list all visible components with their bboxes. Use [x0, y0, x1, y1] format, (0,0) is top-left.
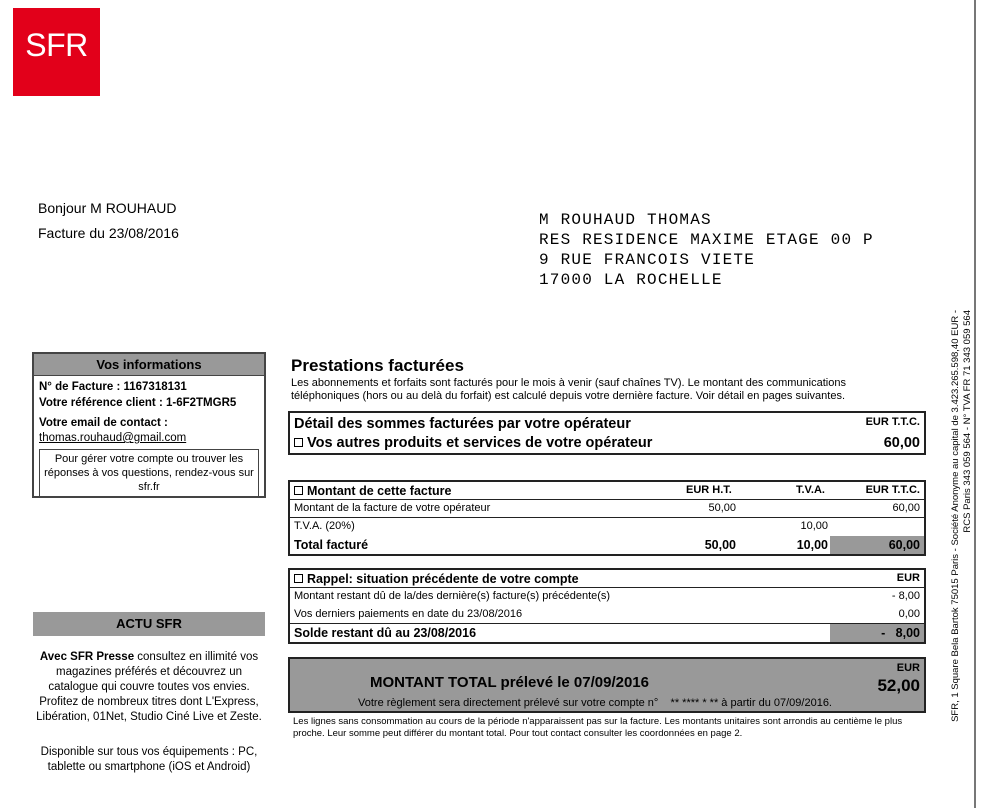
row-value: - 8,00: [891, 590, 920, 602]
client-ref-label: Votre référence client :: [39, 397, 166, 409]
account-help-note: Pour gérer votre compte ou trouver les réponses à vos questions, rendez-vous sur sfr.fr: [39, 449, 259, 497]
rappel-currency: EUR: [896, 572, 920, 584]
address-line: 9 RUE FRANCOIS VIETE: [539, 251, 756, 269]
row-value: 0,00: [898, 608, 920, 620]
rappel-table: [288, 568, 926, 644]
actu-title: ACTU SFR: [33, 612, 265, 636]
montant-title: [294, 484, 451, 498]
montant-title-text: Montant de cette facture: [307, 484, 452, 498]
total-debit-note: Votre règlement sera directement prélevé sur votre compte n° ** **** * ** à partir du 07/09/2016.: [358, 697, 832, 709]
total-currency: EUR: [896, 662, 920, 674]
logo-text: SFR: [25, 26, 88, 63]
table-header-row: [290, 570, 924, 588]
rappel-title-text: Rappel: situation précédente de votre compte: [307, 572, 579, 586]
greeting: Bonjour M ROUHAUD: [38, 200, 177, 216]
other-services-label: Vos autres produits et services de votre opérateur: [307, 435, 653, 451]
legal-line-1: SFR, 1 Square Bela Bartok 75015 Paris - Société Anonyme au capital de 3.423.265.598,40 EUR -: [950, 310, 961, 722]
solde-value: - 8,00: [881, 626, 920, 640]
legal-mentions: [936, 310, 973, 750]
sfr-logo: [13, 8, 100, 96]
legal-line-2: RCS Paris 343 059 564 - N° TVA FR 71 343 059 564: [962, 310, 973, 533]
actu-text: [33, 650, 265, 725]
invoice-number-line: [34, 379, 264, 395]
total-ttc: 60,00: [888, 538, 920, 552]
info-box: [32, 352, 266, 498]
row-label: Vos derniers paiements en date du 23/08/2016: [294, 608, 523, 620]
row-label: Montant restant dû de la/des dernière(s) facture(s) précédente(s): [294, 590, 611, 602]
total-ht: 50,00: [704, 538, 736, 552]
address-line: RES RESIDENCE MAXIME ETAGE 00 P: [539, 231, 874, 249]
solde-row: [290, 624, 924, 642]
client-ref: 1-6F2TMGR5: [165, 397, 237, 409]
address-line: 17000 LA ROCHELLE: [539, 271, 723, 289]
footnote: Les lignes sans consommation au cours de la période n'apparaissent pas sur la facture. Les montants unitaires sont arrondis au centième le plus proche. Leur somme peut différer du montant total. Pour tout contact consulter les coordonnées en page 2.: [293, 716, 903, 739]
email-label-text: Votre email de contact :: [39, 417, 168, 429]
total-box: [288, 657, 926, 713]
row-ttc: 60,00: [892, 502, 920, 514]
prestations-title: Prestations facturées: [291, 356, 464, 375]
total-label: Total facturé: [294, 538, 369, 552]
row-ht: 50,00: [708, 502, 736, 514]
table-row: [290, 588, 924, 606]
info-title: Vos informations: [34, 354, 264, 376]
col-tva: T.V.A.: [796, 484, 825, 496]
table-row: [290, 606, 924, 624]
address-line: M ROUHAUD THOMAS: [539, 211, 712, 229]
client-ref-line: [34, 395, 264, 411]
actu-availability: Disponible sur tous vos équipements : PC, tablette ou smartphone (iOS et Android): [40, 746, 258, 773]
solde-label: Solde restant dû au 23/08/2016: [294, 626, 477, 640]
total-row: [290, 536, 924, 554]
checkbox-icon: [294, 486, 303, 495]
total-label: MONTANT TOTAL prélevé le 07/09/2016: [370, 674, 649, 691]
email-link[interactable]: thomas.rouhaud@gmail.com: [39, 432, 187, 444]
montant-table: [288, 480, 926, 556]
detail-title: Détail des sommes facturées par votre opérateur: [294, 416, 631, 432]
table-header-row: [290, 482, 924, 500]
other-services-line: [294, 435, 652, 451]
actu-brand: Avec SFR Presse: [39, 651, 135, 663]
prestations-intro: Les abonnements et forfaits sont facturés pour le mois à venir (sauf chaînes TV). Le montant des communications téléphoniques (hors ou au delà du forfait) est calculé depuis votre dernière facture. Voir détail en pages suivantes.: [291, 377, 846, 402]
actu-body: consultez en illimité vos magazines préférés et découvrez un catalogue qui couvre toutes vos envies. Profitez de nombreux titres dont L'Express, Libération, 01Net, Studio Ciné Live et Zeste.: [36, 651, 262, 723]
checkbox-icon: [294, 574, 303, 583]
other-services-amount: 60,00: [883, 435, 920, 451]
checkbox-icon: [294, 438, 303, 447]
row-label: T.V.A. (20%): [294, 520, 355, 532]
invoice-date: Facture du 23/08/2016: [38, 225, 179, 241]
rappel-title: [294, 572, 579, 586]
total-amount: 52,00: [877, 676, 920, 695]
detail-box: [288, 411, 926, 455]
invoice-number-label: N° de Facture :: [39, 381, 124, 393]
col-ht: EUR H.T.: [686, 484, 732, 496]
row-label: Montant de la facture de votre opérateur: [294, 502, 491, 514]
total-tva: 10,00: [796, 538, 828, 552]
email-label: [34, 415, 264, 431]
detail-currency: EUR T.T.C.: [865, 416, 920, 428]
table-row: [290, 500, 924, 518]
col-ttc: EUR T.T.C.: [865, 484, 920, 496]
row-tva: 10,00: [800, 520, 828, 532]
recipient-address: [539, 210, 874, 290]
table-row: [290, 518, 924, 536]
invoice-number: 1167318131: [123, 381, 187, 393]
